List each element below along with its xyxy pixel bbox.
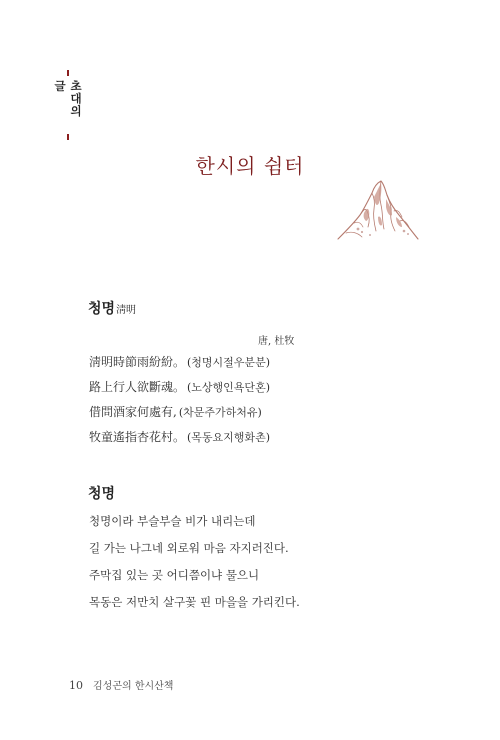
poem-line-reading: (노상행인욕단혼) — [187, 381, 270, 394]
section-tab — [53, 70, 83, 140]
page-number: 10 — [69, 679, 83, 692]
running-title: 김성곤의 한시산책 — [93, 681, 174, 692]
page-footer — [69, 677, 173, 692]
poem-title-korean: 청명 — [88, 301, 116, 317]
poem-title-hanja: 淸明 — [116, 305, 137, 316]
translation-lines — [89, 508, 300, 616]
poem-line — [89, 375, 270, 400]
poem-line-reading: (목동요지행화촌) — [187, 431, 270, 444]
poem-line-reading: (청명시절우분분) — [187, 356, 270, 369]
poem-line — [89, 425, 270, 450]
translation-title: 청명 — [88, 486, 116, 502]
poem-line — [89, 350, 270, 375]
section-tab-label: 초대의 글 — [53, 79, 83, 118]
poem-line-hanja: 路上行人欲斷魂。 — [89, 380, 186, 394]
poem-line — [89, 400, 270, 425]
translation-line: 길 가는 나그네 외로워 마음 자지러진다. — [89, 541, 289, 555]
poem-line-hanja: 淸明時節雨紛紛。 — [89, 355, 186, 369]
poem-line-reading: (차문주가하처유) — [178, 406, 262, 419]
poem-lines — [89, 350, 270, 450]
chapter-title: 한시의 쉼터 — [195, 154, 305, 178]
translation-line: 주막집 있는 곳 어디쯤이냐 물으니 — [89, 568, 260, 582]
section-tab-bottom-rule — [67, 134, 69, 140]
poem-line-hanja: 牧童遙指杏花村。 — [89, 430, 186, 444]
poem-line-hanja: 借問酒家何處有, — [89, 405, 177, 419]
mountain-illustration-icon — [334, 177, 420, 243]
poem-author: 唐, 杜牧 — [258, 336, 295, 347]
translation-line: 청명이라 부슬부슬 비가 내리는데 — [89, 514, 256, 528]
translation-line: 목동은 저만치 살구꽃 핀 마을을 가리킨다. — [89, 595, 300, 609]
poem-title — [88, 298, 136, 318]
